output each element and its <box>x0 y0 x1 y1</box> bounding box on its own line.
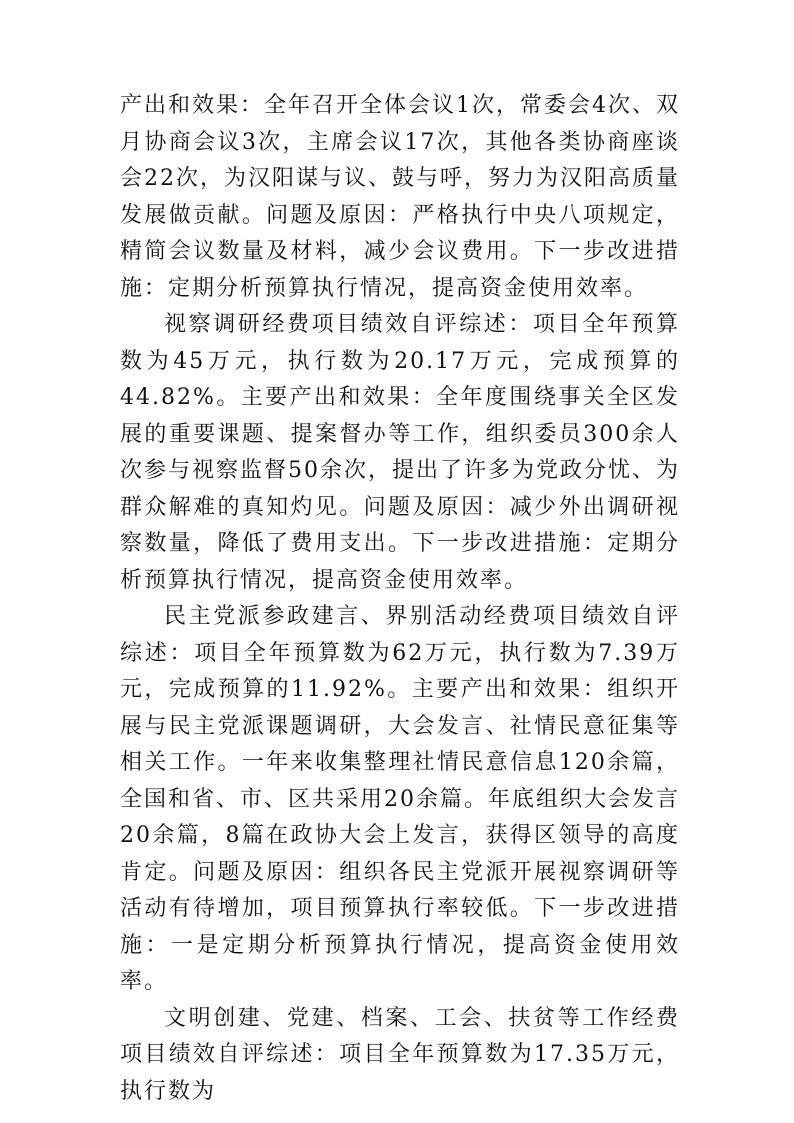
paragraph-civilization-building: 文明创建、党建、档案、工会、扶贫等工作经费项目绩效自评综述：项目全年预算数为17.35万元，执行数为 <box>120 1005 680 1104</box>
document-body <box>120 88 680 1110</box>
paragraph-inspection-research: 视察调研经费项目绩效自评综述：项目全年预算数为45万元，执行数为20.17万元，完成预算的44.82%。主要产出和效果：全年度围绕事关全区发展的重要课题、提案督办等工作，组织委员300余人次参与视察监督50余次，提出了许多为党政分忧、为群众解难的真知灼见。问题及原因：减少外出调研视察数量，降低了费用支出。下一步改进措施：定期分析预算执行情况，提高资金使用效率。 <box>120 312 680 593</box>
paragraph-meeting-results: 产出和效果：全年召开全体会议1次，常委会4次、双月协商会议3次，主席会议17次，其他各类协商座谈会22次，为汉阳谋与议、鼓与呼，努力为汉阳高质量发展做贡献。问题及原因：严格执行中央八项规定，精简会议数量及材料，减少会议费用。下一步改进措施：定期分析预算执行情况，提高资金使用效率。 <box>120 93 680 301</box>
paragraph-democratic-parties: 民主党派参政建言、界别活动经费项目绩效自评综述：项目全年预算数为62万元，执行数为7.39万元，完成预算的11.92%。主要产出和效果：组织开展与民主党派课题调研，大会发言、社情民意征集等相关工作。一年来收集整理社情民意信息120余篇，全国和省、市、区共采用20余篇。年底组织大会发言20余篇，8篇在政协大会上发言，获得区领导的高度肯定。问题及原因：组织各民主党派开展视察调研等活动有待增加，项目预算执行率较低。下一步改进措施：一是定期分析预算执行情况，提高资金使用效率。 <box>120 604 680 994</box>
